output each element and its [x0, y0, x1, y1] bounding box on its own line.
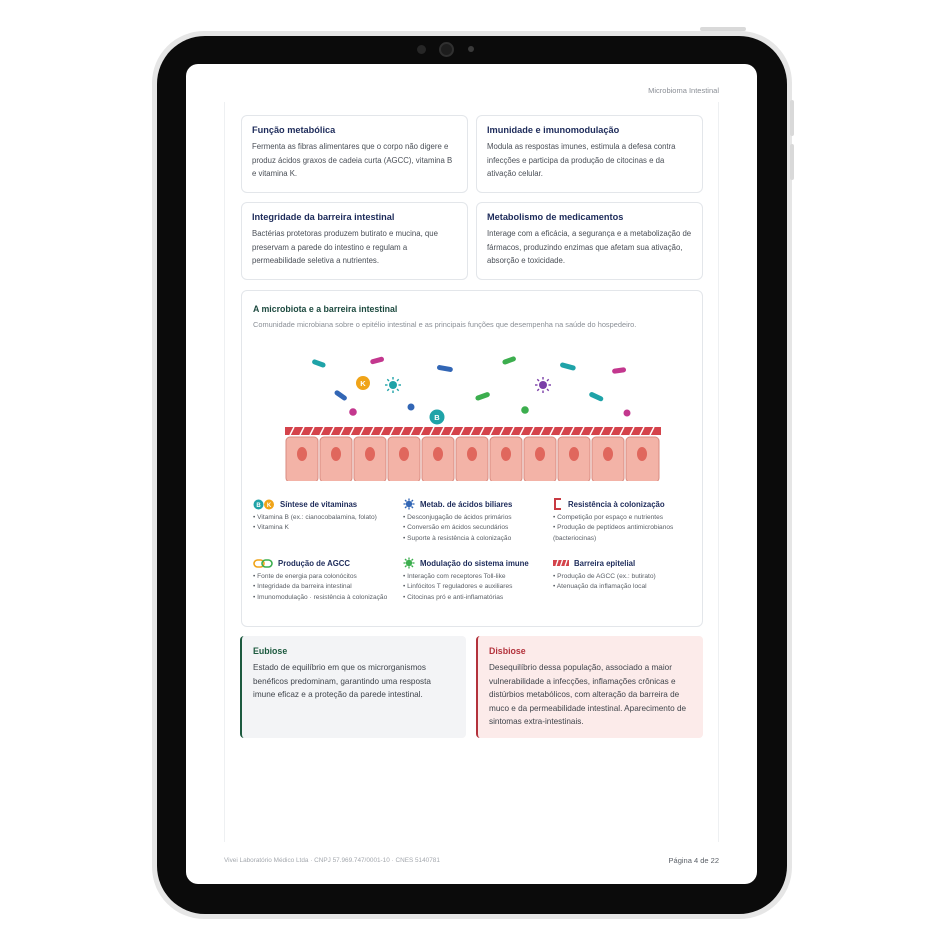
- legend-title: Produção de AGCC: [278, 558, 351, 568]
- sensor-icon: [417, 45, 426, 54]
- legend-item: • Produção de AGCC (ex.: butirato): [553, 572, 703, 582]
- card-text: Interage com a eficácia, a segurança e a metabolização de fármacos, produzindo enzimas que afetam sua ativação, absorção e toxicidade.: [487, 229, 692, 265]
- disbiose-title: Disbiose: [489, 646, 526, 656]
- coccus: [624, 410, 631, 417]
- diagram-title: A microbiota e a barreira intestinal: [253, 304, 398, 314]
- legend-item: • Atenuação da inflamação local: [553, 582, 703, 592]
- legend-title: Resistência à colonização: [568, 499, 665, 509]
- bile-acid-icon: [403, 498, 415, 510]
- gut-barrier-illustration: [242, 341, 704, 481]
- tablet-top-button[interactable]: [700, 27, 746, 31]
- page-header-title: Microbioma Intestinal: [648, 86, 719, 95]
- legend-scfa-production: [253, 557, 403, 603]
- legend-item: • Desconjugação de ácidos primários: [403, 513, 553, 523]
- legend-epithelial-barrier: [553, 557, 703, 593]
- card-title: Função metabólica: [252, 125, 336, 135]
- tablet-volume-up-button[interactable]: [790, 100, 794, 136]
- rod-bacterium: [502, 356, 517, 365]
- rod-bacterium: [475, 391, 491, 401]
- rod-bacterium: [370, 356, 385, 364]
- legend-item: • Citocinas pró e anti-inflamatórias: [403, 593, 553, 603]
- legend-bile-acids: [403, 498, 553, 544]
- eubiose-box: [240, 636, 466, 738]
- legend-item: • Imunomodulação · resistência à colonização: [253, 593, 403, 603]
- legend-item: • Vitamina B (ex.: cianocobalamina, folato): [253, 513, 403, 523]
- rod-bacterium: [311, 359, 326, 368]
- colonization-bracket-icon: [553, 498, 563, 510]
- rod-bacterium: [588, 391, 604, 402]
- card-metabolic-function: [241, 115, 468, 193]
- legend-item: • Integridade da barreira intestinal: [253, 582, 403, 592]
- svg-text:K: K: [266, 502, 272, 509]
- camera-icon: [439, 42, 454, 57]
- coccus: [408, 404, 415, 411]
- eubiose-text: Estado de equilíbrio em que os microrganismos benéficos predominam, garantindo uma resposta imune eficaz e a proteção da parede intestinal.: [253, 663, 431, 699]
- epithelial-cells: [286, 437, 659, 481]
- card-drug-metabolism: [476, 202, 703, 280]
- epithelial-barrier-icon: [553, 559, 569, 567]
- disbiose-box: [476, 636, 703, 738]
- card-text: Modula as respostas imunes, estimula a defesa contra infecções e participa da produção de citocinas e da ativação celular.: [487, 142, 676, 178]
- scfa-chain-icon: [253, 559, 273, 568]
- page-number: Página 4 de 22: [668, 856, 719, 865]
- rod-bacterium: [334, 389, 348, 401]
- card-title: Imunidade e imunomodulação: [487, 125, 620, 135]
- card-text: Fermenta as fibras alimentares que o corpo não digere e produz ácidos graxos de cadeia curta (AGCC), vitamina B e vitamina K.: [252, 142, 453, 178]
- legend-title: Síntese de vitaminas: [280, 499, 358, 509]
- card-immunity: [476, 115, 703, 193]
- legend-item: • Vitamina K: [253, 523, 403, 533]
- immune-cell-icon: [403, 557, 415, 569]
- card-title: Integridade da barreira intestinal: [252, 212, 395, 222]
- legend-item: • Linfócitos T reguladores e auxiliares: [403, 582, 553, 592]
- vitamin-b-label: B: [434, 413, 440, 422]
- card-text: Bactérias protetoras produzem butirato e mucina, que preservam a parede do intestino e regulam a permeabilidade seletiva a nutrientes.: [252, 229, 438, 265]
- microbe-spiky-icon: [535, 377, 551, 393]
- vitamin-b-badge-icon: [430, 410, 445, 425]
- legend-item: • Conversão em ácidos secundários: [403, 523, 553, 533]
- rod-bacterium: [437, 365, 454, 373]
- card-title: Metabolismo de medicamentos: [487, 212, 624, 222]
- coccus: [349, 408, 357, 416]
- legend-item: • Interação com receptores Toll-like: [403, 572, 553, 582]
- legend-title: Metab. de ácidos biliares: [420, 499, 513, 509]
- legend-vitamin-synthesis: [253, 498, 403, 534]
- eubiose-title: Eubiose: [253, 646, 288, 656]
- footer-company-info: Vivei Laboratório Médico Ltda · CNPJ 57.969.747/0001-10 · CNES 5140781: [224, 857, 440, 864]
- disbiose-text: Desequilíbrio dessa população, associado a maior vulnerabilidade a infecções, inflamações crônicas e distúrbios metabólicos, com alteração da barreira de muco e da permeabilidade intestinal. Aparecimento de sintomas extra-intestinais.: [489, 663, 687, 726]
- legend-title: Barreira epitelial: [574, 558, 636, 568]
- microbiota-diagram-card: [241, 290, 703, 627]
- vitamin-k-label: K: [360, 379, 366, 388]
- legend-item: • Competição por espaço e nutrientes: [553, 513, 703, 523]
- vitamin-badges-icon: [253, 499, 275, 510]
- tablet-volume-down-button[interactable]: [790, 144, 794, 180]
- vitamin-k-badge-icon: [356, 376, 370, 390]
- legend-item: • Fonte de energia para colonócitos: [253, 572, 403, 582]
- tablet-screen: [186, 64, 757, 884]
- svg-text:B: B: [256, 502, 261, 509]
- rod-bacterium: [559, 362, 576, 371]
- mucus-layer: [285, 427, 661, 435]
- legend-colonization-resistance: [553, 498, 703, 544]
- light-sensor-icon: [468, 46, 474, 52]
- legend-immune-modulation: [403, 557, 553, 603]
- card-barrier-integrity: [241, 202, 468, 280]
- legend-item: • Produção de peptídeos antimicrobianos (bacteriocinas): [553, 523, 703, 544]
- diagram-subtitle: Comunidade microbiana sobre o epitélio intestinal e as principais funções que desempenha na saúde do hospedeiro.: [253, 320, 637, 329]
- legend-item: • Suporte à resistência à colonização: [403, 534, 553, 544]
- microbe-spiky-icon: [385, 377, 401, 393]
- coccus: [521, 406, 529, 414]
- legend-title: Modulação do sistema imune: [420, 558, 529, 568]
- rod-bacterium: [612, 367, 627, 374]
